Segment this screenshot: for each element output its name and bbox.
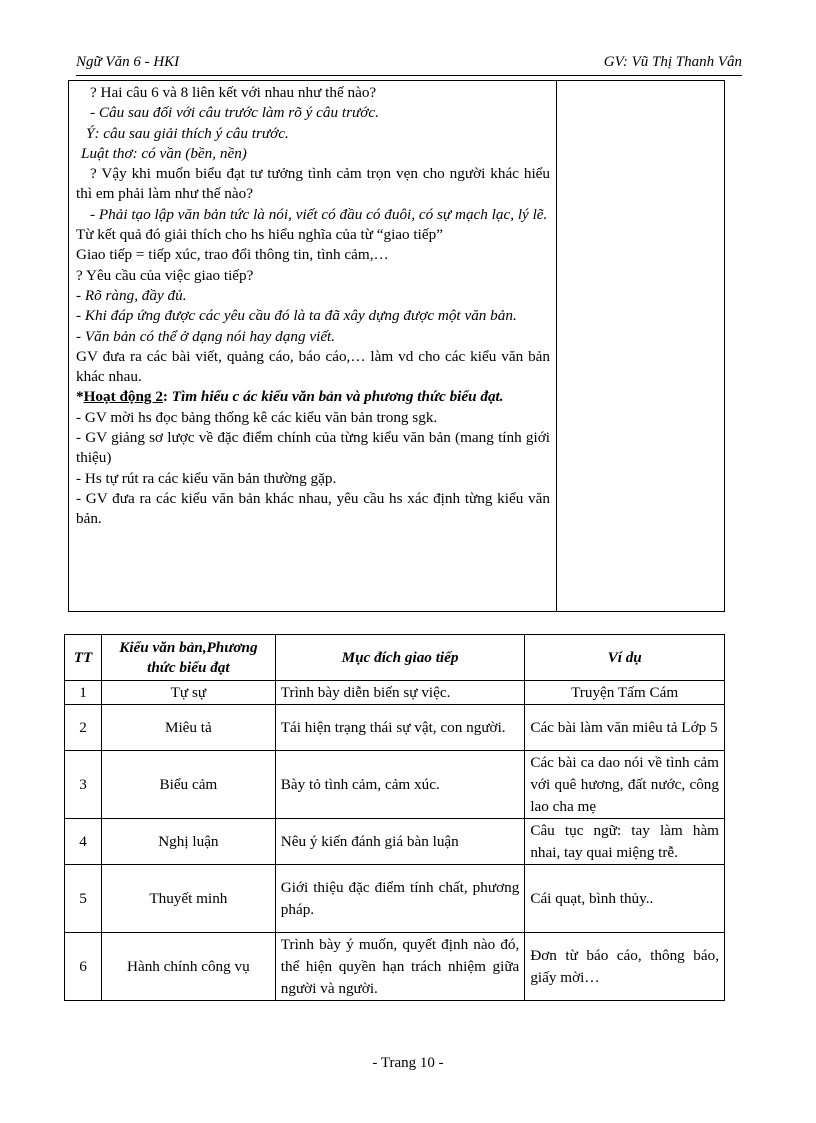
cell-kind: Biểu cảm [101,751,275,819]
note-line: Luật thơ: có vần (bền, nền) [81,144,247,162]
header-subject: Ngữ Văn 6 - HKI [76,54,180,70]
cell-example: Cái quạt, bình thủy.. [525,865,725,933]
table-row [65,705,725,751]
header-purpose: Mục đích giao tiếp [275,635,525,681]
answer-line: - Câu sau đối với câu trước làm rõ ý câu trước. [90,104,379,122]
cell-kind: Miêu tả [101,705,275,751]
activity-star: * [76,388,84,406]
column-divider [556,81,557,611]
answer-line: - Văn bản có thể ở dạng nói hay dạng viết. [76,327,336,345]
text-line: GV đưa ra các bài viết, quảng cáo, báo cáo,… làm vd cho các kiểu văn bản khác nhau. [76,347,550,386]
table-row [65,751,725,819]
table-row [65,681,725,705]
text-line: Từ kết quả đó giải thích cho hs hiểu nghĩa của từ “giao tiếp” [76,226,443,244]
cell-tt: 1 [65,681,102,705]
cell-purpose: Nêu ý kiến đánh giá bàn luận [275,819,525,865]
activity-label: Hoạt động 2 [83,388,163,406]
table-row [65,865,725,933]
answer-line: - Phải tạo lập văn bản tức là nói, viết có đầu có đuôi, có sự mạch lạc, lý lẽ. [90,205,548,223]
cell-purpose: Bày tỏ tình cảm, cảm xúc. [275,751,525,819]
table-row [65,933,725,1001]
cell-kind: Nghị luận [101,819,275,865]
activity-title: Tìm hiểu c ác kiểu văn bản và phương thức biểu đạt. [171,388,504,406]
step-line: - GV giảng sơ lược về đặc điểm chính của từng kiểu văn bản (mang tính giới thiệu) [76,429,550,467]
cell-kind: Tự sự [101,681,275,705]
cell-example: Đơn từ báo cáo, thông báo, giấy mời… [525,933,725,1001]
activity-colon: : [162,388,168,406]
header-teacher: GV: Vũ Thị Thanh Vân [603,54,742,70]
header-tt: TT [65,635,102,681]
lesson-activity-box [68,80,725,612]
question-line: ? Yêu cầu của việc giao tiếp? [76,266,254,284]
answer-line: - Khi đáp ứng được các yêu cầu đó là ta đã xây dựng được một văn bản. [76,307,517,325]
cell-purpose: Trình bày ý muốn, quyết định nào đó, thể hiện quyền hạn trách nhiệm giữa người và người. [275,933,525,1001]
cell-tt: 3 [65,751,102,819]
step-line: - GV mời hs đọc bảng thống kê các kiểu văn bản trong sgk. [76,408,438,426]
cell-example: Truyện Tấm Cám [525,681,725,705]
cell-tt: 4 [65,819,102,865]
note-line: Ý: câu sau giải thích ý câu trước. [86,124,289,142]
text-line: Giao tiếp = tiếp xúc, trao đổi thông tin, tình cảm,… [76,246,389,264]
step-line: - Hs tự rút ra các kiểu văn bản thường gặp. [76,469,337,487]
cell-example: Câu tục ngữ: tay làm hàm nhai, tay quai miệng trễ. [525,819,725,865]
cell-kind: Hành chính công vụ [101,933,275,1001]
question-line: ? Hai câu 6 và 8 liên kết với nhau như thế nào? [90,84,377,101]
table-row [65,819,725,865]
text-types-table [64,634,725,1001]
question-line: ? Vậy khi muốn biểu đạt tư tưởng tình cảm trọn vẹn cho người khác hiểu thì em phải làm như thế nào? [76,165,550,203]
cell-tt: 5 [65,865,102,933]
cell-kind: Thuyết minh [101,865,275,933]
step-line: - GV đưa ra các kiểu văn bản khác nhau, yêu cầu hs xác định từng kiểu văn bản. [76,489,550,528]
activity-heading [76,387,550,407]
header-example: Ví dụ [525,635,725,681]
cell-purpose: Tái hiện trạng thái sự vật, con người. [275,705,525,751]
header-kind: Kiểu văn bản,Phương thức biểu đạt [101,635,275,681]
cell-purpose: Giới thiệu đặc điểm tính chất, phương pháp. [275,865,525,933]
cell-example: Các bài ca dao nói về tình cảm với quê hương, đất nước, công lao cha mẹ [525,751,725,819]
lesson-content [76,83,550,530]
cell-example: Các bài làm văn miêu tả Lớp 5 [525,705,725,751]
page-header [76,52,742,76]
cell-purpose: Trình bày diễn biến sự việc. [275,681,525,705]
cell-tt: 6 [65,933,102,1001]
cell-tt: 2 [65,705,102,751]
answer-line: - Rõ ràng, đầy đủ. [76,286,187,304]
page-number: - Trang 10 - [372,1055,444,1071]
